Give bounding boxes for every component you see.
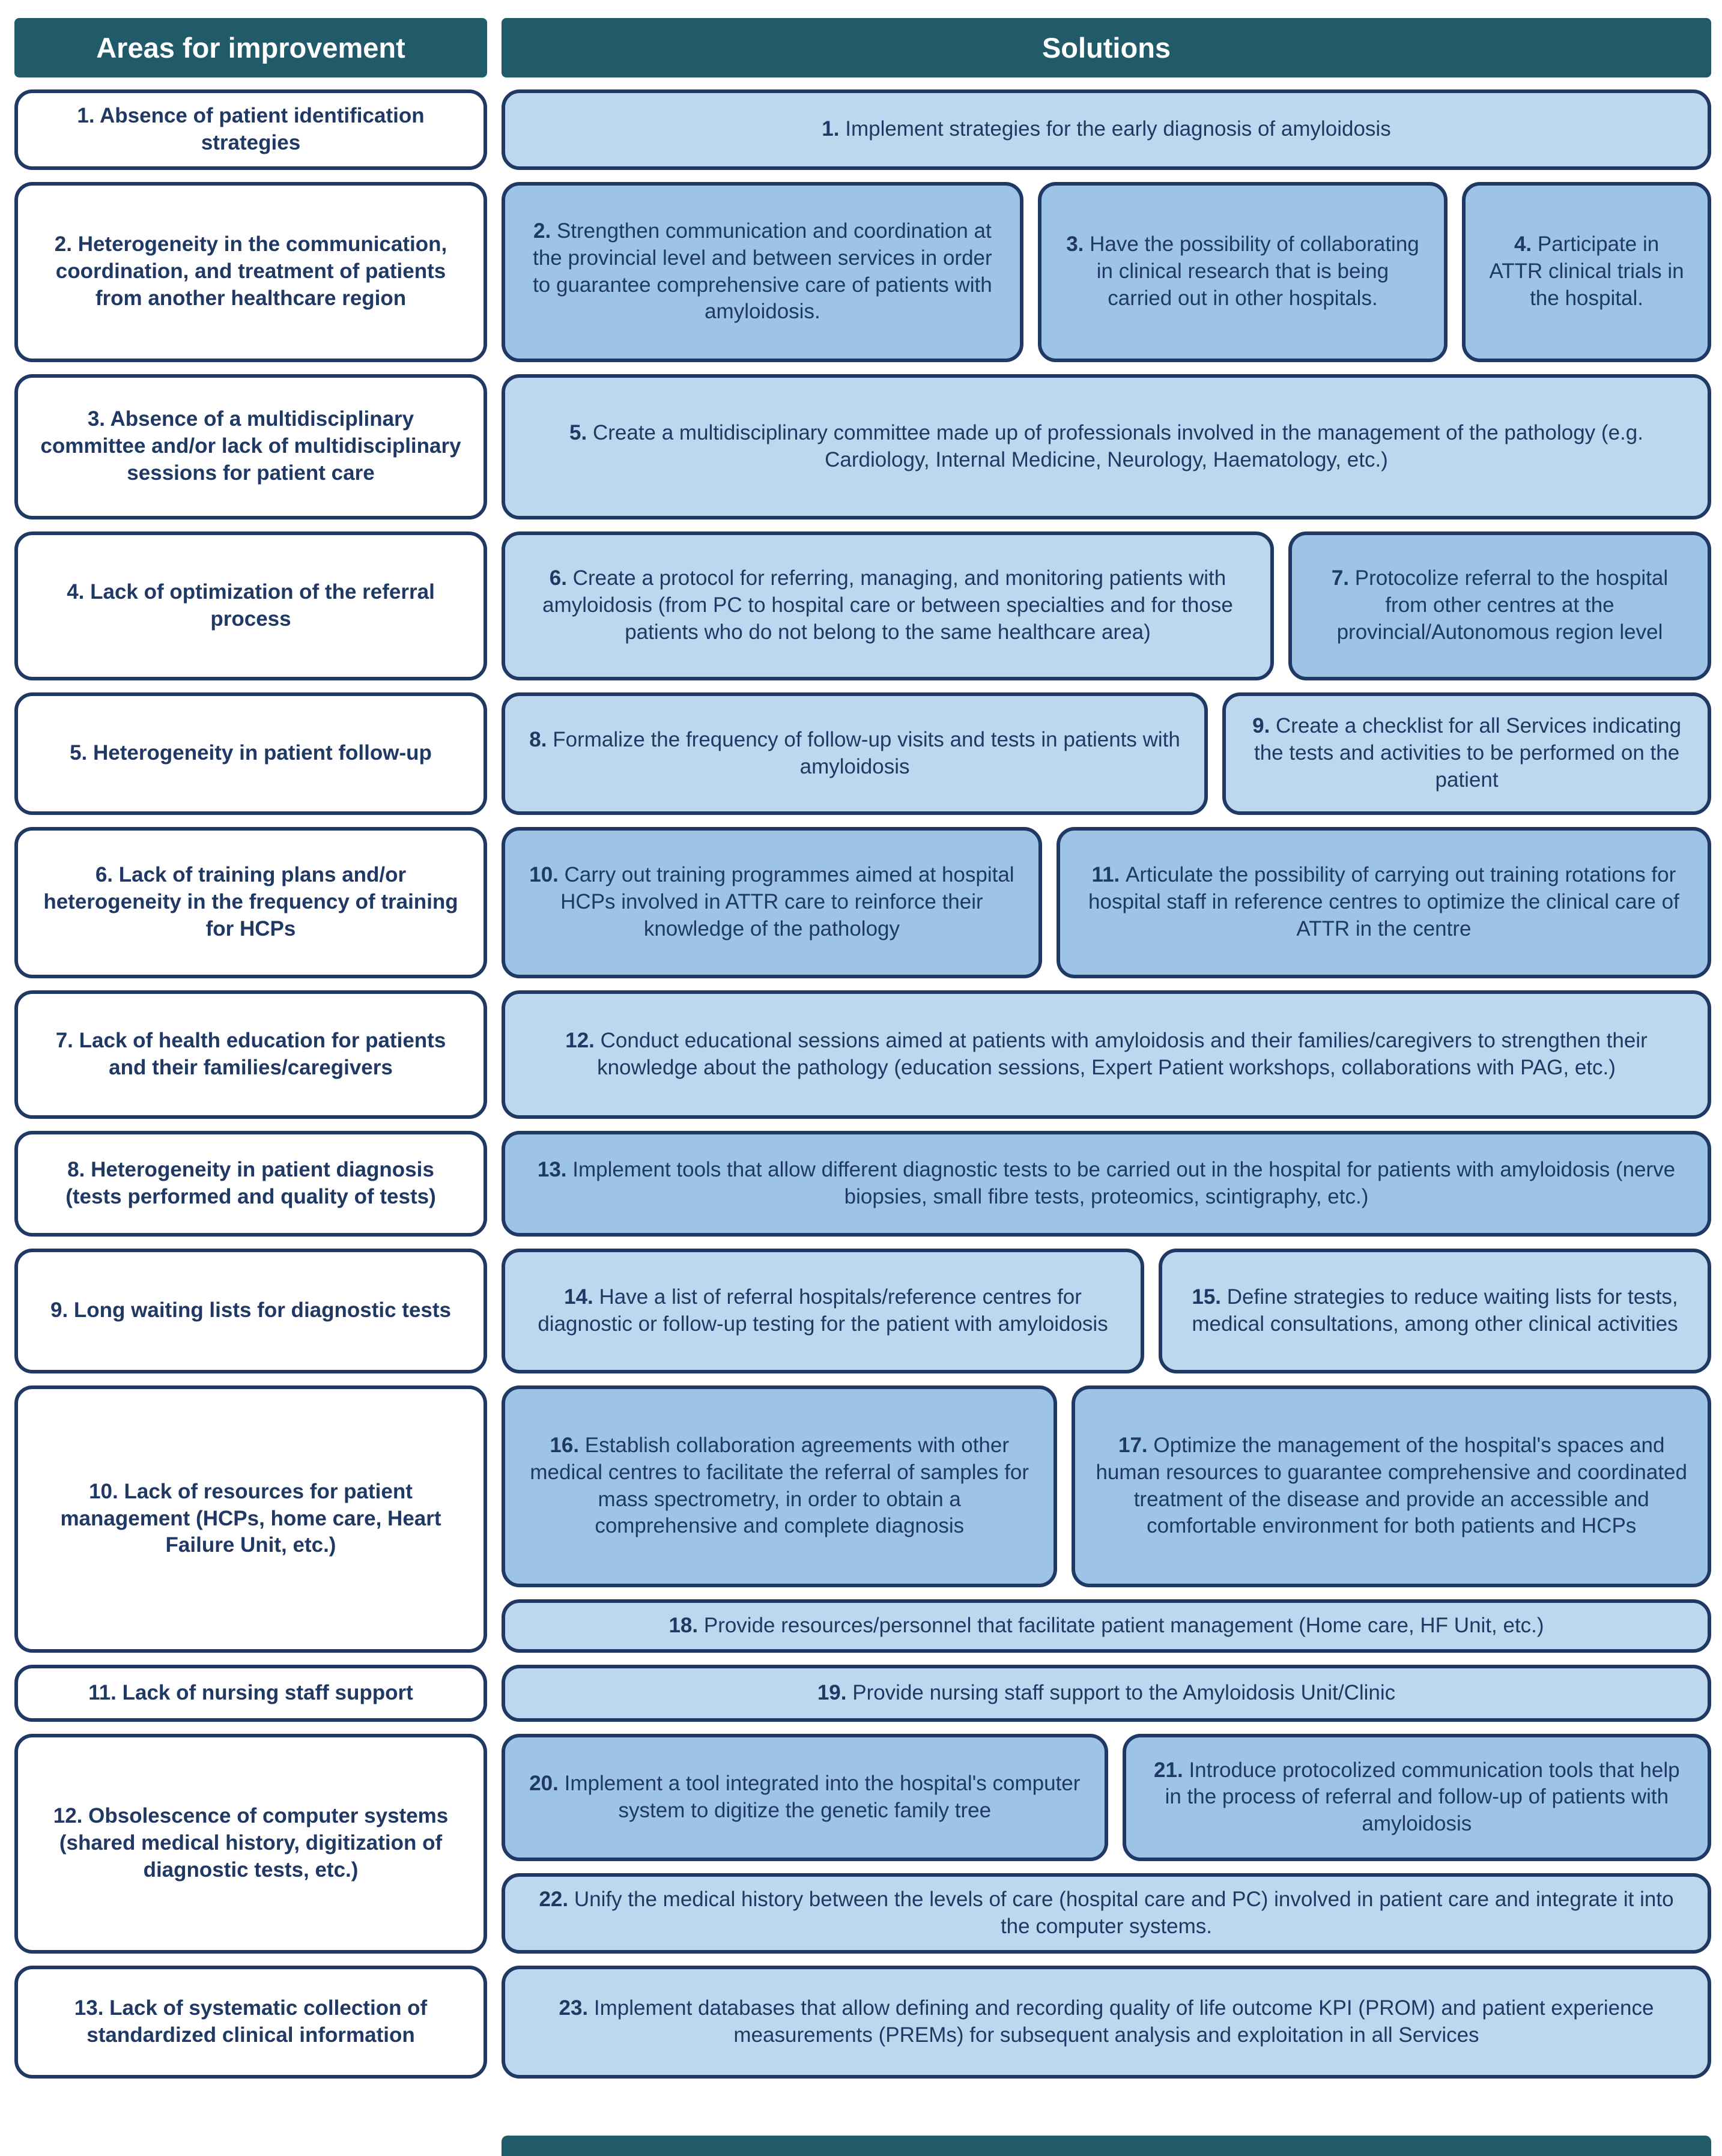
area-label: Lack of health education for patients and their families/caregivers: [79, 1028, 446, 1079]
solution-subrow: [502, 1734, 1711, 1861]
mapping-rows: [14, 89, 1711, 2124]
solution-text: [1147, 1757, 1687, 1838]
solution-text: [822, 116, 1390, 143]
area-number: 11.: [88, 1680, 123, 1704]
solution-text: [1183, 1284, 1687, 1338]
solutions-column: [502, 827, 1711, 978]
area-number: 9.: [50, 1298, 74, 1322]
area-number: 6.: [95, 863, 119, 887]
solution-box-6: [502, 531, 1274, 680]
solution-number: 5.: [569, 420, 593, 444]
solution-label: Provide nursing staff support to the Amyloidosis Unit/Clinic: [852, 1680, 1396, 1704]
area-label: Heterogeneity in patient diagnosis (tests performed and quality of tests): [65, 1157, 436, 1208]
mapping-row-4: [14, 531, 1711, 680]
solution-box-10: [502, 827, 1042, 978]
solution-text: [1246, 713, 1687, 793]
solution-box-22: [502, 1873, 1711, 1954]
solution-number: 11.: [1091, 863, 1126, 887]
area-number: 13.: [74, 1996, 110, 2020]
mapping-row-8: [14, 1131, 1711, 1237]
solution-text: [526, 727, 1184, 781]
solution-box-20: [502, 1734, 1108, 1861]
solution-label: Create a checklist for all Services indicating the tests and activities to be performed on the patient: [1254, 714, 1682, 792]
area-number: 8.: [67, 1157, 91, 1181]
solution-label: Protocolize referral to the hospital from other centres at the provincial/Autonomous region level: [1336, 566, 1669, 644]
area-text: [38, 1157, 463, 1211]
solutions-column: [502, 1966, 1711, 2079]
mapping-row-1: [14, 89, 1711, 170]
solution-label: Have the possibility of collaborating in clinical research that is being carried out in other hospitals.: [1090, 232, 1419, 310]
solution-label: Implement tools that allow different diagnostic tests to be carried out in the hospital for patients with amyloidosis (nerve biopsies, small fibre tests, proteomics, scintigraphy, etc.): [572, 1157, 1676, 1208]
area-number: 7.: [55, 1028, 79, 1052]
area-box-4: [14, 531, 487, 680]
solution-number: 1.: [822, 117, 846, 141]
solution-label: Strengthen communication and coordination at the provincial level and between services in order to guarantee comprehensive care of patients with amyloidosis.: [533, 219, 992, 324]
solution-box-11: [1057, 827, 1711, 978]
solutions-column: [502, 531, 1711, 680]
solutions-column: [502, 1665, 1711, 1722]
area-label: Obsolescence of computer systems (shared medical history, digitization of diagnostic tests, etc.): [59, 1804, 449, 1882]
area-number: 10.: [89, 1479, 124, 1503]
solution-text: [526, 1028, 1687, 1082]
solution-box-4: [1462, 182, 1711, 362]
area-label: Lack of training plans and/or heterogeneity in the frequency of training for HCPs: [43, 863, 458, 940]
solutions-column: [502, 374, 1711, 519]
solution-subrow: [502, 1599, 1711, 1653]
solution-label: Articulate the possibility of carrying out training rotations for hospital staff in reference centres to optimize the clinical care of ATTR in the centre: [1088, 863, 1679, 940]
solution-subrow: [502, 827, 1711, 978]
solution-number: 21.: [1154, 1758, 1189, 1782]
area-text: [38, 1479, 463, 1559]
area-box-12: [14, 1734, 487, 1954]
solution-text: [526, 1284, 1120, 1338]
area-text: [38, 579, 463, 633]
solution-box-19: [502, 1665, 1711, 1722]
solutions-column: [502, 1249, 1711, 1373]
footer-left-spacer: [14, 2136, 487, 2156]
area-label: Heterogeneity in patient follow-up: [93, 741, 432, 765]
solution-number: 14.: [564, 1285, 599, 1309]
solution-text: [526, 218, 999, 326]
solution-label: Create a protocol for referring, managing, and monitoring patients with amyloidosis (from PC to hospital care or between specialties and for those patients who do not belong to the same healthcare area): [542, 566, 1233, 644]
solution-number: 18.: [668, 1613, 704, 1637]
area-number: 5.: [70, 741, 93, 765]
solution-subrow: [502, 1873, 1711, 1954]
solution-label: Define strategies to reduce waiting lists for tests, medical consultations, among other clinical activities: [1192, 1285, 1678, 1336]
solution-box-3: [1038, 182, 1448, 362]
solution-text: [526, 1886, 1687, 1940]
area-text: [70, 740, 432, 767]
mapping-row-9: [14, 1249, 1711, 1373]
solution-box-5: [502, 374, 1711, 519]
mapping-row-11: [14, 1665, 1711, 1722]
mapping-row-6: [14, 827, 1711, 978]
solution-box-16: [502, 1385, 1057, 1587]
area-label: Heterogeneity in the communication, coordination, and treatment of patients from another healthcare region: [55, 232, 447, 310]
area-label: Lack of resources for patient management (HCPs, home care, Heart Failure Unit, etc.): [60, 1479, 441, 1557]
mapping-row-10: [14, 1385, 1711, 1653]
solutions-column: [502, 692, 1711, 815]
mapping-row-2: [14, 182, 1711, 362]
solution-label: Formalize the frequency of follow-up visits and tests in patients with amyloidosis: [553, 727, 1180, 778]
area-box-10: [14, 1385, 487, 1653]
solution-text: [526, 1432, 1033, 1540]
solution-number: 7.: [1331, 566, 1355, 590]
solution-label: Implement strategies for the early diagnosis of amyloidosis: [845, 117, 1391, 141]
solution-box-8: [502, 692, 1208, 815]
solution-text: [1486, 231, 1687, 312]
solution-subrow: [502, 990, 1711, 1119]
area-box-2: [14, 182, 487, 362]
solution-number: 17.: [1118, 1434, 1154, 1458]
area-text: [38, 406, 463, 486]
solution-text: [1096, 1432, 1687, 1540]
area-text: [38, 231, 463, 312]
solution-subrow: [502, 374, 1711, 519]
solution-label: Participate in ATTR clinical trials in the hospital.: [1489, 232, 1684, 310]
solution-box-14: [502, 1249, 1144, 1373]
area-text: [50, 1297, 451, 1324]
solutions-column: [502, 182, 1711, 362]
area-text: [38, 862, 463, 942]
solution-number: 8.: [529, 727, 553, 751]
solutions-column: [502, 1734, 1711, 1954]
solution-box-15: [1159, 1249, 1711, 1373]
solution-label: Create a multidisciplinary committee made up of professionals involved in the management of the pathology (e.g. Cardiology, Internal Medicine, Neurology, Haematology, etc.): [592, 420, 1643, 471]
mapping-row-12: [14, 1734, 1711, 1954]
solution-box-7: [1288, 531, 1711, 680]
solution-subrow: [502, 89, 1711, 170]
solution-number: 2.: [533, 219, 557, 243]
area-text: [38, 103, 463, 157]
solution-text: [526, 1995, 1687, 2049]
solution-box-12: [502, 990, 1711, 1119]
area-label: Lack of systematic collection of standardized clinical information: [86, 1996, 428, 2047]
footer-row: [14, 2136, 1711, 2156]
solution-text: [1062, 231, 1423, 312]
solution-subrow: [502, 1249, 1711, 1373]
solution-box-21: [1123, 1734, 1711, 1861]
solution-label: Establish collaboration agreements with other medical centres to facilitate the referral of samples for mass spectrometry, in order to obtain a comprehensive and complete diagnosis: [530, 1434, 1029, 1538]
area-box-1: [14, 89, 487, 170]
area-box-11: [14, 1665, 487, 1722]
header-row: [14, 18, 1711, 77]
solution-box-18: [502, 1599, 1711, 1653]
solutions-column: [502, 89, 1711, 170]
area-text: [38, 1028, 463, 1082]
area-number: 2.: [54, 232, 78, 256]
solution-number: 20.: [529, 1772, 565, 1795]
solution-subrow: [502, 531, 1711, 680]
areas-for-improvement-header: Areas for improvement: [14, 18, 487, 77]
solution-text: [526, 565, 1250, 646]
solution-subrow: [502, 1665, 1711, 1722]
solution-box-17: [1072, 1385, 1711, 1587]
solution-text: [1312, 565, 1687, 646]
solution-subrow: [502, 1131, 1711, 1237]
area-box-6: [14, 827, 487, 978]
solutions-column: [502, 1131, 1711, 1237]
area-number: 1.: [77, 104, 100, 127]
area-label: Absence of patient identification strategies: [100, 104, 425, 154]
solution-number: 3.: [1066, 232, 1090, 256]
area-label: Lack of optimization of the referral process: [90, 580, 435, 631]
solution-subrow: [502, 1966, 1711, 2079]
area-label: Absence of a multidisciplinary committee and/or lack of multidisciplinary sessions for patient care: [40, 407, 461, 485]
area-label: Long waiting lists for diagnostic tests: [73, 1298, 452, 1322]
area-box-5: [14, 692, 487, 815]
area-number: 3.: [87, 407, 111, 431]
solution-text: [526, 1157, 1687, 1211]
solution-subrow: [502, 182, 1711, 362]
solution-label: Conduct educational sessions aimed at patients with amyloidosis and their families/caregivers to strengthen their knowledge about the pathology (education sessions, Expert Patient workshops, collaborations with PAG, etc.): [597, 1028, 1648, 1079]
area-text: [38, 1995, 463, 2049]
solution-number: 4.: [1514, 232, 1538, 256]
solution-number: 6.: [549, 566, 573, 590]
area-box-13: [14, 1966, 487, 2079]
solution-label: Have a list of referral hospitals/reference centres for diagnostic or follow-up testing for the patient with amyloidosis: [538, 1285, 1108, 1336]
solution-number: 15.: [1192, 1285, 1227, 1309]
area-box-7: [14, 990, 487, 1119]
area-box-9: [14, 1249, 487, 1373]
solution-text: [668, 1612, 1544, 1640]
solution-label: Unify the medical history between the levels of care (hospital care and PC) involved in patient care and integrate it into the computer systems.: [574, 1888, 1674, 1938]
solution-number: 13.: [537, 1157, 573, 1181]
mapping-row-13: [14, 1966, 1711, 2079]
solution-label: Introduce protocolized communication tools that help in the process of referral and follow-up of patients with amyloidosis: [1165, 1758, 1680, 1836]
solution-label: Provide resources/personnel that facilitate patient management (Home care, HF Unit, etc.): [703, 1613, 1544, 1637]
solution-text: [1081, 862, 1687, 942]
area-text: [38, 1803, 463, 1883]
area-text: [88, 1680, 413, 1707]
solution-number: 9.: [1252, 714, 1276, 738]
solutions-column: [502, 990, 1711, 1119]
solution-number: 23.: [559, 1996, 594, 2020]
solution-text: [526, 1770, 1084, 1824]
area-number: 4.: [67, 580, 91, 604]
solution-subrow: [502, 1385, 1711, 1587]
solution-box-23: [502, 1966, 1711, 2079]
solution-text: [526, 420, 1687, 474]
solution-number: 19.: [817, 1680, 853, 1704]
solution-box-9: [1222, 692, 1711, 815]
solution-box-13: [502, 1131, 1711, 1237]
solution-label: Implement databases that allow defining and recording quality of life outcome KPI (PROM) and patient experience measurements (PREMs) for subsequent analysis and exploitation in all Services: [593, 1996, 1654, 2047]
solution-number: 12.: [565, 1028, 601, 1052]
mapping-row-7: [14, 990, 1711, 1119]
mapping-row-3: [14, 374, 1711, 519]
solution-label: Implement a tool integrated into the hospital's computer system to digitize the genetic family tree: [564, 1772, 1081, 1822]
area-number: 12.: [53, 1804, 89, 1828]
solution-number: 10.: [529, 863, 565, 887]
solution-label: Carry out training programmes aimed at hospital HCPs involved in ATTR care to reinforce their knowledge of the pathology: [560, 863, 1014, 940]
solution-text: [526, 862, 1018, 942]
solution-number: 16.: [550, 1434, 585, 1458]
solution-label: Optimize the management of the hospital's spaces and human resources to guarantee comprehensive and coordinated treatment of the disease and provide an accessible and comfortable environment for both patients and HCPs: [1096, 1434, 1687, 1538]
solution-number: 22.: [539, 1888, 574, 1911]
area-box-8: [14, 1131, 487, 1237]
solution-box-1: [502, 89, 1711, 170]
solution-box-2: [502, 182, 1023, 362]
solution-subrow: [502, 692, 1711, 815]
area-box-3: [14, 374, 487, 519]
area-label: Lack of nursing staff support: [122, 1680, 413, 1704]
solutions-column: [502, 1385, 1711, 1653]
solutions-header: Solutions: [502, 18, 1711, 77]
bottom-bar-partial: [502, 2136, 1711, 2156]
mapping-row-5: [14, 692, 1711, 815]
solution-text: [817, 1680, 1395, 1707]
